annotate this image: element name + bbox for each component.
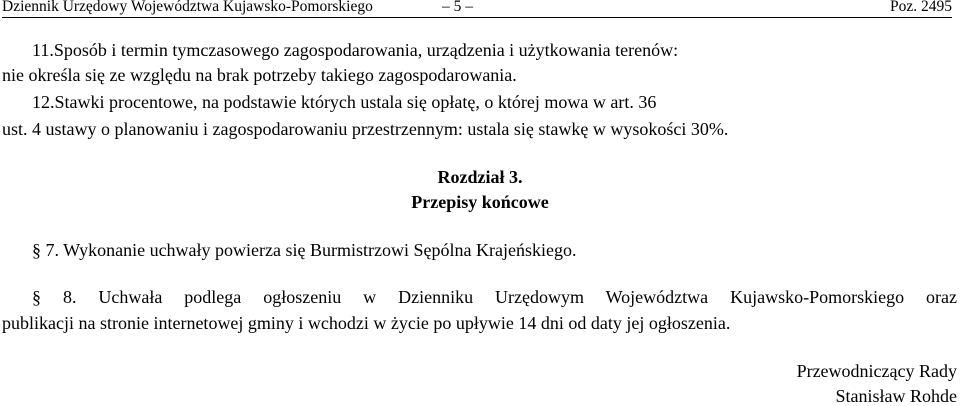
- paragraph-8-line-1-text: § 8. Uchwała podlega ogłoszeniu w Dzienniku Urzędowym Województwa Kujawsko-Pomorskiego oraz: [32, 287, 957, 307]
- chapter-title: Przepisy końcowe: [411, 192, 549, 212]
- signature-name: Stanisław Rohde: [835, 386, 957, 406]
- item-11-line-2: nie określa się ze względu na brak potrzeby takiego zagospodarowania.: [2, 65, 517, 85]
- chapter-number: Rozdział 3.: [437, 167, 523, 187]
- journal-title: Dziennik Urzędowy Województwa Kujawsko-Pomorskiego: [2, 0, 373, 15]
- paragraph-8-line-1: [2, 287, 957, 307]
- page-number: – 5 –: [442, 0, 473, 15]
- item-12-line-2: ust. 4 ustawy o planowaniu i zagospodarowaniu przestrzennym: ustala się stawkę w wysokości 30%.: [2, 119, 729, 139]
- signature-role: Przewodniczący Rady: [796, 361, 957, 381]
- paragraph-8-line-2: publikacji na stronie internetowej gminy i wchodzi w życie po upływie 14 dni od daty jej ogłoszenia.: [2, 313, 731, 333]
- paragraph-7: § 7. Wykonanie uchwały powierza się Burmistrzowi Sępólna Krajeńskiego.: [32, 240, 577, 260]
- item-12-line-1: 12.Stawki procentowe, na podstawie których ustala się opłatę, o której mowa w art. 36: [32, 92, 657, 112]
- page-header: [2, 0, 952, 18]
- item-11-line-1: 11.Sposób i termin tymczasowego zagospodarowania, urządzenia i użytkowania terenów:: [32, 40, 679, 60]
- position-number: Poz. 2495: [890, 0, 952, 15]
